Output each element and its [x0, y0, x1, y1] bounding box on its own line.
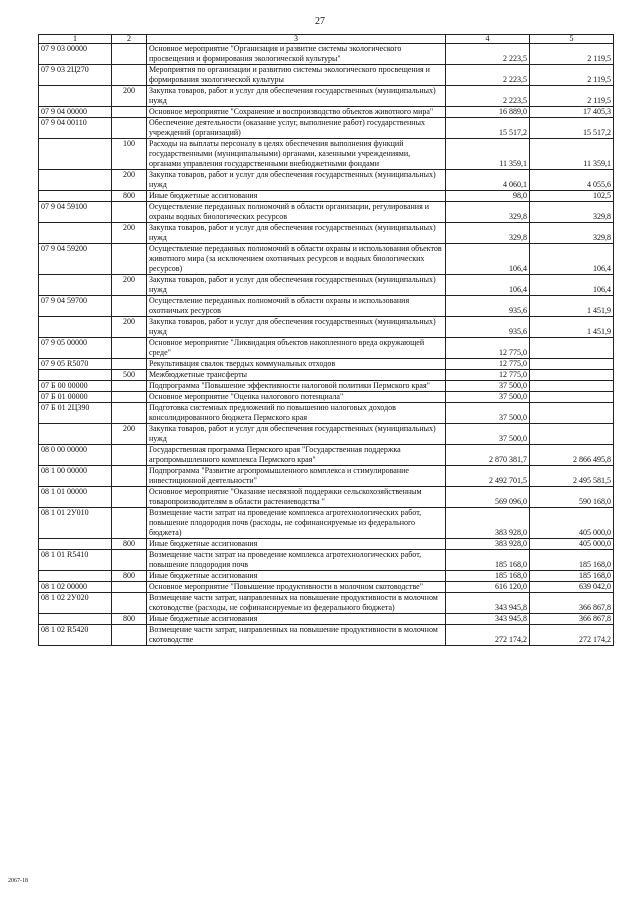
row-value-col4: 185 168,0: [446, 571, 530, 582]
row-value-col4: 98,0: [446, 191, 530, 202]
table-row: [39, 508, 614, 539]
row-expense-type: [112, 107, 147, 118]
table-row: [39, 487, 614, 508]
row-description: Закупка товаров, работ и услуг для обеспечения государственных (муниципальных) нужд: [147, 275, 446, 296]
row-value-col5: [530, 381, 614, 392]
row-value-col5: 185 168,0: [530, 571, 614, 582]
row-value-col5: [530, 392, 614, 403]
row-code: 07 Б 01 2Ц390: [39, 403, 112, 424]
row-value-col5: 329,8: [530, 223, 614, 244]
row-value-col5: 106,4: [530, 275, 614, 296]
table-row: [39, 593, 614, 614]
row-value-col5: 590 168,0: [530, 487, 614, 508]
row-value-col5: 1 451,9: [530, 317, 614, 338]
row-value-col4: 569 096,0: [446, 487, 530, 508]
row-code: 07 Б 00 00000: [39, 381, 112, 392]
row-code: 08 1 02 R5420: [39, 625, 112, 646]
row-expense-type: 200: [112, 86, 147, 107]
row-code: [39, 139, 112, 170]
header-row: [39, 35, 614, 44]
row-code: 07 9 05 00000: [39, 338, 112, 359]
row-expense-type: [112, 296, 147, 317]
row-value-col5: 2 495 581,5: [530, 466, 614, 487]
row-code: [39, 370, 112, 381]
row-value-col5: 329,8: [530, 202, 614, 223]
row-expense-type: 800: [112, 614, 147, 625]
row-value-col5: 2 119,5: [530, 86, 614, 107]
table-row: [39, 296, 614, 317]
row-description: Иные бюджетные ассигнования: [147, 191, 446, 202]
row-description: Рекультивация свалок твердых коммунальных отходов: [147, 359, 446, 370]
row-value-col5: [530, 424, 614, 445]
row-code: 08 1 00 00000: [39, 466, 112, 487]
row-expense-type: 200: [112, 317, 147, 338]
row-value-col4: 16 889,0: [446, 107, 530, 118]
row-description: Осуществление переданных полномочий в области охраны и использования охотничьих ресурсов: [147, 296, 446, 317]
table-row: [39, 317, 614, 338]
row-value-col4: 329,8: [446, 202, 530, 223]
table-row: [39, 392, 614, 403]
row-value-col5: 1 451,9: [530, 296, 614, 317]
row-value-col5: 639 042,0: [530, 582, 614, 593]
table-row: [39, 118, 614, 139]
row-value-col4: 4 060,1: [446, 170, 530, 191]
row-value-col4: 272 174,2: [446, 625, 530, 646]
row-description: Закупка товаров, работ и услуг для обеспечения государственных (муниципальных) нужд: [147, 317, 446, 338]
row-value-col4: 935,6: [446, 296, 530, 317]
table-row: [39, 223, 614, 244]
row-value-col5: [530, 370, 614, 381]
row-value-col4: 37 500,0: [446, 381, 530, 392]
row-value-col5: 405 000,0: [530, 508, 614, 539]
row-value-col4: 37 500,0: [446, 424, 530, 445]
row-description: Мероприятия по организации и развитию системы экологического просвещения и формирования экологической культуры: [147, 65, 446, 86]
row-expense-type: 100: [112, 139, 147, 170]
table-row: [39, 139, 614, 170]
row-code: 07 9 03 2Ц270: [39, 65, 112, 86]
row-value-col4: 106,4: [446, 244, 530, 275]
row-description: Осуществление переданных полномочий в области организации, регулирования и охраны водных биологических ресурсов: [147, 202, 446, 223]
row-value-col4: 383 928,0: [446, 508, 530, 539]
row-expense-type: [112, 403, 147, 424]
row-value-col4: 2 223,5: [446, 86, 530, 107]
row-description: Осуществление переданных полномочий в области охраны и использования объектов животного мира (за исключением охотничьих ресурсов и водных биологических ресурсов): [147, 244, 446, 275]
row-value-col4: 616 120,0: [446, 582, 530, 593]
row-value-col5: 106,4: [530, 244, 614, 275]
row-code: 08 1 02 2У020: [39, 593, 112, 614]
row-code: 07 9 05 R5070: [39, 359, 112, 370]
row-expense-type: 500: [112, 370, 147, 381]
row-code: 08 1 01 00000: [39, 487, 112, 508]
table-row: [39, 191, 614, 202]
row-value-col5: 2 866 495,8: [530, 445, 614, 466]
row-code: 07 9 04 00110: [39, 118, 112, 139]
row-description: Расходы на выплаты персоналу в целях обеспечения выполнения функций государственными (муниципальными) органами, казенными учреждениями, органами управления государственными внебюджетными фондами: [147, 139, 446, 170]
row-value-col4: 12 775,0: [446, 338, 530, 359]
row-expense-type: [112, 508, 147, 539]
row-expense-type: [112, 118, 147, 139]
row-code: 08 1 01 2У010: [39, 508, 112, 539]
row-code: [39, 275, 112, 296]
row-description: Возмещение части затрат, направленных на повышение продуктивности в молочном скотоводстве (расходы, не софинансируемые из федерального бюджета): [147, 593, 446, 614]
table-row: [39, 202, 614, 223]
row-value-col5: [530, 338, 614, 359]
row-code: 08 1 02 00000: [39, 582, 112, 593]
row-expense-type: [112, 359, 147, 370]
row-description: Подпрограмма "Развитие агропромышленного комплекса и стимулирование инвестиционной деятельности": [147, 466, 446, 487]
row-expense-type: 200: [112, 223, 147, 244]
table-row: [39, 338, 614, 359]
row-value-col5: 17 405,3: [530, 107, 614, 118]
row-expense-type: [112, 202, 147, 223]
row-expense-type: [112, 244, 147, 275]
row-description: Закупка товаров, работ и услуг для обеспечения государственных (муниципальных) нужд: [147, 424, 446, 445]
row-value-col4: 2 870 381,7: [446, 445, 530, 466]
row-value-col4: 2 492 701,5: [446, 466, 530, 487]
row-value-col5: 366 867,8: [530, 593, 614, 614]
row-expense-type: [112, 487, 147, 508]
header-col-5: 5: [530, 35, 614, 44]
row-value-col5: [530, 359, 614, 370]
row-code: 07 9 04 00000: [39, 107, 112, 118]
row-code: [39, 86, 112, 107]
table-row: [39, 582, 614, 593]
row-expense-type: 200: [112, 170, 147, 191]
row-expense-type: [112, 625, 147, 646]
row-description: Подготовка системных предложений по повышению налоговых доходов консолидированного бюджета Пермского края: [147, 403, 446, 424]
row-description: Основное мероприятие "Ликвидация объектов накопленного вреда окружающей среде": [147, 338, 446, 359]
row-value-col4: 37 500,0: [446, 392, 530, 403]
row-value-col5: 4 055,6: [530, 170, 614, 191]
row-expense-type: 800: [112, 539, 147, 550]
table-row: [39, 550, 614, 571]
table-row: [39, 44, 614, 65]
row-description: Закупка товаров, работ и услуг для обеспечения государственных (муниципальных) нужд: [147, 170, 446, 191]
row-description: Обеспечение деятельности (оказание услуг, выполнение работ) государственных учреждений (организаций): [147, 118, 446, 139]
row-description: Подпрограмма "Повышение эффективности налоговой политики Пермского края": [147, 381, 446, 392]
row-description: Возмещение части затрат на проведение комплекса агротехнологических работ, повышение плодородия почв (расходы, не софинансируемые из федерального бюджета): [147, 508, 446, 539]
row-value-col4: 11 359,1: [446, 139, 530, 170]
header-col-2: 2: [112, 35, 147, 44]
row-value-col5: 405 000,0: [530, 539, 614, 550]
row-code: 08 0 00 00000: [39, 445, 112, 466]
row-code: 07 9 04 59200: [39, 244, 112, 275]
table-row: [39, 65, 614, 86]
row-description: Основное мероприятие "Оказание несвязной поддержки сельскохозяйственным товаропроизводителям в области растениеводства ": [147, 487, 446, 508]
header-col-1: 1: [39, 35, 112, 44]
row-expense-type: [112, 381, 147, 392]
row-expense-type: [112, 338, 147, 359]
table-row: [39, 275, 614, 296]
row-value-col4: 15 517,2: [446, 118, 530, 139]
row-code: 07 9 04 59700: [39, 296, 112, 317]
row-expense-type: [112, 392, 147, 403]
row-expense-type: [112, 582, 147, 593]
row-value-col4: 2 223,5: [446, 44, 530, 65]
table-row: [39, 625, 614, 646]
row-description: Государственная программа Пермского края "Государственная поддержка агропромышленного комплекса Пермского края": [147, 445, 446, 466]
header-col-4: 4: [446, 35, 530, 44]
row-description: Иные бюджетные ассигнования: [147, 614, 446, 625]
row-description: Основное мероприятие "Оценка налогового потенциала": [147, 392, 446, 403]
row-description: Основное мероприятие "Организация и развитие системы экологического просвещения и формирования экологической культуры": [147, 44, 446, 65]
row-expense-type: [112, 65, 147, 86]
row-value-col4: 12 775,0: [446, 370, 530, 381]
row-description: Основное мероприятие "Сохранение и воспроизводство объектов животного мира": [147, 107, 446, 118]
row-code: 07 9 04 59100: [39, 202, 112, 223]
row-value-col4: 106,4: [446, 275, 530, 296]
table-row: [39, 170, 614, 191]
table-row: [39, 86, 614, 107]
row-value-col5: 102,5: [530, 191, 614, 202]
row-code: [39, 424, 112, 445]
row-description: Возмещение части затрат на проведение комплекса агротехнологических работ, повышение плодородия почв: [147, 550, 446, 571]
row-code: [39, 571, 112, 582]
row-description: Межбюджетные трансферты: [147, 370, 446, 381]
row-code: [39, 223, 112, 244]
row-code: 07 Б 01 00000: [39, 392, 112, 403]
row-expense-type: 800: [112, 571, 147, 582]
row-value-col4: 383 928,0: [446, 539, 530, 550]
row-value-col5: 2 119,5: [530, 65, 614, 86]
row-expense-type: 200: [112, 424, 147, 445]
table-row: [39, 359, 614, 370]
row-value-col5: 272 174,2: [530, 625, 614, 646]
row-expense-type: [112, 44, 147, 65]
row-expense-type: 200: [112, 275, 147, 296]
table-row: [39, 107, 614, 118]
row-value-col5: 185 168,0: [530, 550, 614, 571]
table-row: [39, 403, 614, 424]
row-code: [39, 317, 112, 338]
document-code: 2067-18: [8, 878, 28, 884]
row-description: Возмещение части затрат, направленных на повышение продуктивности в молочном скотоводстве: [147, 625, 446, 646]
row-expense-type: [112, 445, 147, 466]
row-description: Закупка товаров, работ и услуг для обеспечения государственных (муниципальных) нужд: [147, 86, 446, 107]
row-description: Закупка товаров, работ и услуг для обеспечения государственных (муниципальных) нужд: [147, 223, 446, 244]
table-row: [39, 370, 614, 381]
row-value-col5: 2 119,5: [530, 44, 614, 65]
row-value-col4: 343 945,8: [446, 593, 530, 614]
row-value-col5: 366 867,8: [530, 614, 614, 625]
table-row: [39, 614, 614, 625]
row-expense-type: 800: [112, 191, 147, 202]
table-row: [39, 381, 614, 392]
table-row: [39, 466, 614, 487]
row-value-col4: 329,8: [446, 223, 530, 244]
row-description: Иные бюджетные ассигнования: [147, 571, 446, 582]
header-col-3: 3: [147, 35, 446, 44]
row-code: [39, 614, 112, 625]
row-expense-type: [112, 466, 147, 487]
row-description: Основное мероприятие "Повышение продуктивности в молочном скотоводстве": [147, 582, 446, 593]
row-value-col4: 343 945,8: [446, 614, 530, 625]
row-code: [39, 191, 112, 202]
row-code: [39, 170, 112, 191]
row-code: 07 9 03 00000: [39, 44, 112, 65]
table-row: [39, 424, 614, 445]
row-value-col4: 185 168,0: [446, 550, 530, 571]
row-expense-type: [112, 593, 147, 614]
table-row: [39, 244, 614, 275]
row-code: [39, 539, 112, 550]
row-value-col4: 12 775,0: [446, 359, 530, 370]
row-value-col5: [530, 403, 614, 424]
table-row: [39, 445, 614, 466]
row-expense-type: [112, 550, 147, 571]
budget-table: [38, 34, 614, 646]
row-value-col5: 11 359,1: [530, 139, 614, 170]
row-description: Иные бюджетные ассигнования: [147, 539, 446, 550]
row-value-col4: 2 223,5: [446, 65, 530, 86]
row-value-col4: 935,6: [446, 317, 530, 338]
table-row: [39, 539, 614, 550]
row-value-col5: 15 517,2: [530, 118, 614, 139]
table-row: [39, 571, 614, 582]
row-value-col4: 37 500,0: [446, 403, 530, 424]
row-code: 08 1 01 R5410: [39, 550, 112, 571]
page-number: 27: [315, 16, 325, 27]
